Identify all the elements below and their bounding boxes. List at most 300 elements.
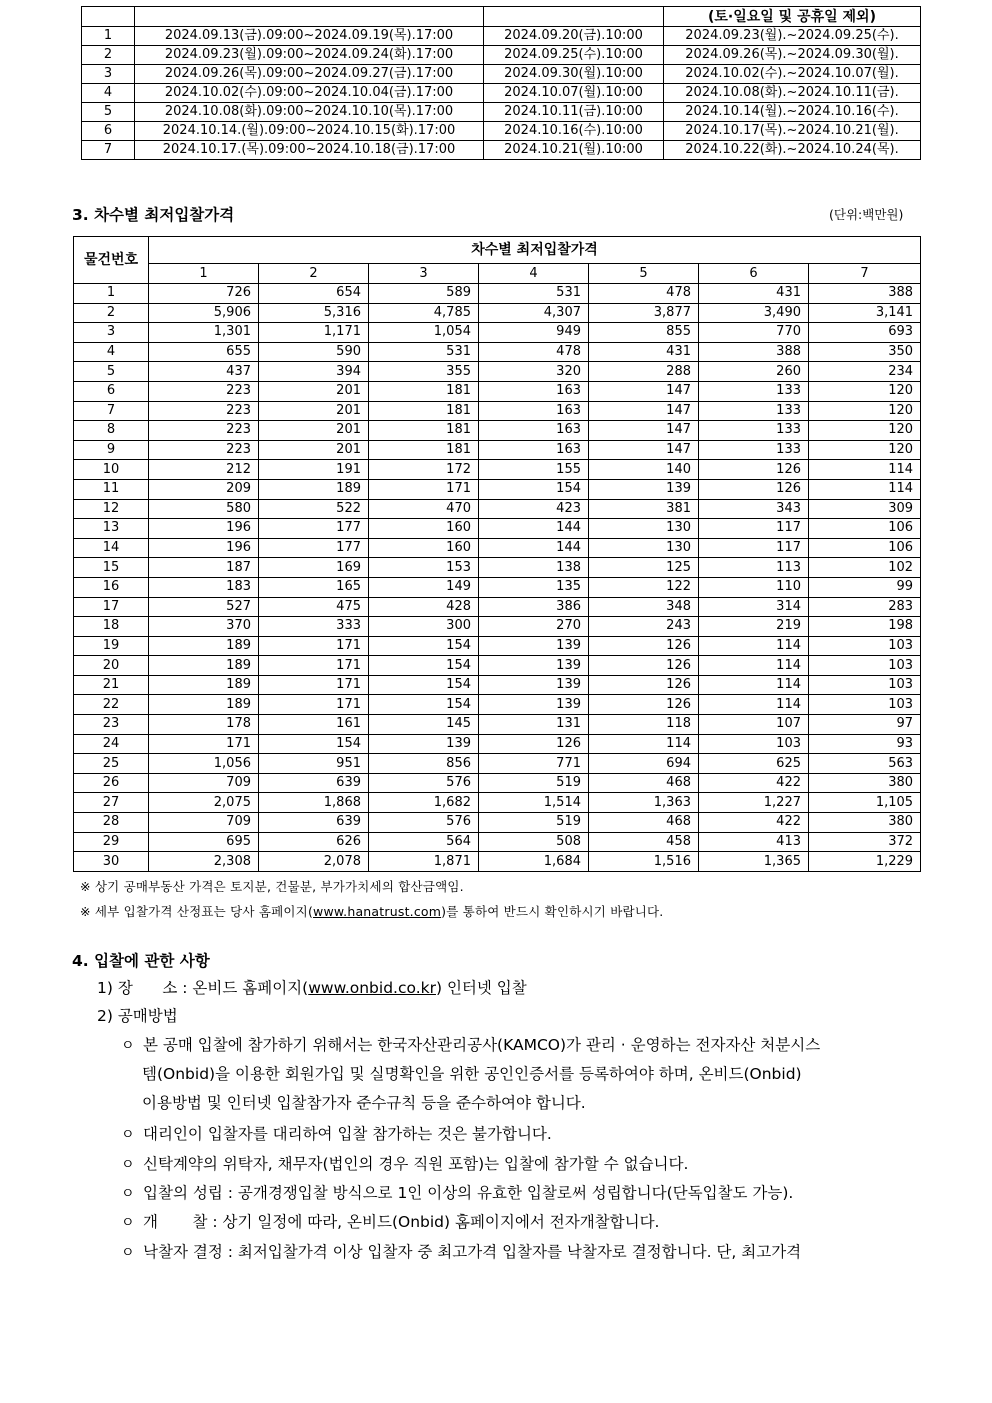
price-cell: 144 [479,519,589,539]
price-cell: 181 [369,440,479,460]
price-cell: 355 [369,362,479,382]
price-cell: 118 [589,715,699,735]
price-row [74,284,921,304]
price-cell: 102 [809,558,921,578]
unit-label: (단위:백만원) [829,207,904,222]
auction-method-text: 템(Onbid)을 이용한 회원가입 및 실명확인을 위한 공인인증서를 등록하여야 하며, 온비드(Onbid) [142,1065,802,1083]
auction-method-text: 낙찰자 결정 : 최저입찰가격 이상 입찰자 중 최고가격 입찰자를 낙찰자로 결정합니다. 단, 최고가격 [143,1243,802,1261]
price-cell: 201 [259,421,369,441]
schedule-round-cell: 2 [82,46,135,65]
round-number-header: 7 [809,264,921,284]
price-cell: 154 [369,636,479,656]
price-row [74,617,921,637]
price-row [74,734,921,754]
price-cell: 458 [589,832,699,852]
price-cell: 2,078 [259,852,369,872]
price-cell: 196 [149,538,259,558]
price-cell: 223 [149,440,259,460]
price-cell: 155 [479,460,589,480]
price-cell: 468 [589,773,699,793]
item-number-cell: 13 [74,519,149,539]
schedule-period-cell: 2024.10.08(화).09:00~2024.10.10(목).17:00 [135,103,484,122]
bidding-place-prefix: 1) 장 소 : 온비드 홈페이지( [97,979,309,997]
bullet-symbol: ㅇ [121,1186,135,1202]
price-row [74,636,921,656]
price-row [74,401,921,421]
price-cell: 165 [259,577,369,597]
price-cell: 320 [479,362,589,382]
price-cell: 154 [479,479,589,499]
item-number-cell: 12 [74,499,149,519]
price-row [74,695,921,715]
price-row [74,381,921,401]
price-cell: 169 [259,558,369,578]
price-cell: 2,075 [149,793,259,813]
price-row [74,440,921,460]
price-cell: 139 [589,479,699,499]
bid-schedule-body [82,7,921,160]
schedule-period-cell: 2024.09.13(금).09:00~2024.09.19(목).17:00 [135,27,484,46]
price-row [74,460,921,480]
price-cell: 160 [369,519,479,539]
price-cell: 1,868 [259,793,369,813]
price-row [74,813,921,833]
schedule-contract-cell: 2024.09.26(목).~2024.09.30(월). [664,46,921,65]
schedule-round-cell: 7 [82,141,135,160]
schedule-row [82,46,921,65]
price-cell: 154 [369,675,479,695]
price-cell: 372 [809,832,921,852]
price-cell: 1,056 [149,754,259,774]
item-number-cell: 7 [74,401,149,421]
price-cell: 125 [589,558,699,578]
price-cell: 431 [699,284,809,304]
price-cell: 288 [589,362,699,382]
price-cell: 154 [369,695,479,715]
price-cell: 106 [809,538,921,558]
schedule-opening-cell: 2024.10.11(금).10:00 [484,103,664,122]
price-cell: 114 [809,479,921,499]
price-cell: 243 [589,617,699,637]
bullet-symbol: ㅇ [121,1127,135,1143]
price-cell: 693 [809,323,921,343]
price-cell: 695 [149,832,259,852]
price-row [74,793,921,813]
price-cell: 771 [479,754,589,774]
item-number-cell: 25 [74,754,149,774]
price-cell: 171 [259,656,369,676]
bullet-symbol: ㅇ [121,1038,135,1054]
schedule-period-cell: 2024.10.14.(월).09:00~2024.10.15(화).17:00 [135,122,484,141]
schedule-header-cell [82,7,135,27]
auction-method-text: 입찰의 성립 : 공개경쟁입찰 방식으로 1인 이상의 유효한 입찰로써 성립합니다(단독입찰도 가능). [143,1184,794,1202]
item-number-cell: 19 [74,636,149,656]
item-number-cell: 11 [74,479,149,499]
price-cell: 147 [589,421,699,441]
price-cell: 172 [369,460,479,480]
item-number-cell: 5 [74,362,149,382]
auction-method-text: 개 찰 : 상기 일정에 따라, 온비드(Onbid) 홈페이지에서 전자개찰합니다. [143,1213,660,1231]
price-cell: 3,490 [699,303,809,323]
price-cell: 309 [809,499,921,519]
item-number-cell: 27 [74,793,149,813]
schedule-contract-cell: 2024.09.23(월).~2024.09.25(수). [664,27,921,46]
price-row [74,577,921,597]
schedule-row [82,103,921,122]
price-cell: 576 [369,813,479,833]
bullet-symbol: ㅇ [121,1245,135,1261]
price-cell: 527 [149,597,259,617]
price-cell: 422 [699,773,809,793]
price-cell: 154 [369,656,479,676]
item-number-cell: 6 [74,381,149,401]
price-cell: 626 [259,832,369,852]
price-cell: 209 [149,479,259,499]
price-cell: 580 [149,499,259,519]
item-number-cell: 3 [74,323,149,343]
price-cell: 126 [589,675,699,695]
price-cell: 1,871 [369,852,479,872]
item-number-cell: 26 [74,773,149,793]
price-cell: 437 [149,362,259,382]
auction-method-heading: 2) 공매방법 [97,1007,178,1025]
price-row [74,303,921,323]
item-number-cell: 20 [74,656,149,676]
schedule-opening-cell: 2024.10.07(월).10:00 [484,84,664,103]
price-cell: 201 [259,440,369,460]
price-cell: 198 [809,617,921,637]
round-number-header: 3 [369,264,479,284]
price-cell: 951 [259,754,369,774]
schedule-contract-cell: 2024.10.02(수).~2024.10.07(월). [664,65,921,84]
schedule-contract-cell: 2024.10.17(목).~2024.10.21(월). [664,122,921,141]
schedule-row [82,84,921,103]
price-row [74,715,921,735]
price-cell: 260 [699,362,809,382]
item-number-cell: 22 [74,695,149,715]
item-number-cell: 21 [74,675,149,695]
price-row [74,538,921,558]
round-price-header: 차수별 최저입찰가격 [149,237,921,264]
price-cell: 189 [259,479,369,499]
schedule-header-cell [484,7,664,27]
price-cell: 478 [479,342,589,362]
schedule-opening-cell: 2024.10.21(월).10:00 [484,141,664,160]
price-cell: 3,877 [589,303,699,323]
price-cell: 370 [149,617,259,637]
price-cell: 130 [589,538,699,558]
price-cell: 154 [259,734,369,754]
price-row [74,479,921,499]
price-cell: 140 [589,460,699,480]
price-cell: 114 [699,695,809,715]
price-cell: 126 [479,734,589,754]
price-cell: 133 [699,421,809,441]
bullet-symbol: ㅇ [121,1157,135,1173]
price-cell: 380 [809,813,921,833]
item-number-cell: 17 [74,597,149,617]
price-cell: 122 [589,577,699,597]
price-row [74,597,921,617]
schedule-round-cell: 6 [82,122,135,141]
price-cell: 770 [699,323,809,343]
auction-method-text: 대리인이 입찰자를 대리하여 입찰 참가하는 것은 불가합니다. [143,1125,552,1143]
price-cell: 1,054 [369,323,479,343]
price-cell: 522 [259,499,369,519]
price-cell: 117 [699,538,809,558]
price-cell: 270 [479,617,589,637]
price-cell: 563 [809,754,921,774]
price-cell: 726 [149,284,259,304]
schedule-period-cell: 2024.09.23(월).09:00~2024.09.24(화).17:00 [135,46,484,65]
price-cell: 163 [479,401,589,421]
section-3-title: 3. 차수별 최저입찰가격 [72,206,235,224]
price-cell: 1,365 [699,852,809,872]
schedule-opening-cell: 2024.09.20(금).10:00 [484,27,664,46]
price-row [74,323,921,343]
price-cell: 126 [699,479,809,499]
price-cell: 576 [369,773,479,793]
price-cell: 133 [699,440,809,460]
price-cell: 189 [149,695,259,715]
price-cell: 171 [259,675,369,695]
price-row [74,362,921,382]
price-cell: 147 [589,401,699,421]
price-cell: 120 [809,440,921,460]
schedule-period-cell: 2024.10.17.(목).09:00~2024.10.18(금).17:00 [135,141,484,160]
price-table-body [74,284,921,872]
price-cell: 413 [699,832,809,852]
price-cell: 183 [149,577,259,597]
price-cell: 709 [149,813,259,833]
item-number-cell: 30 [74,852,149,872]
schedule-row [82,141,921,160]
price-row [74,558,921,578]
round-number-header: 4 [479,264,589,284]
price-cell: 333 [259,617,369,637]
price-cell: 189 [149,656,259,676]
item-number-cell: 1 [74,284,149,304]
price-cell: 3,141 [809,303,921,323]
price-cell: 133 [699,401,809,421]
price-cell: 114 [699,636,809,656]
price-row [74,342,921,362]
price-row [74,754,921,774]
price-cell: 103 [809,695,921,715]
item-number-cell: 16 [74,577,149,597]
item-number-cell: 28 [74,813,149,833]
price-cell: 283 [809,597,921,617]
price-cell: 234 [809,362,921,382]
price-cell: 149 [369,577,479,597]
price-header-row [74,237,921,264]
price-cell: 654 [259,284,369,304]
price-cell: 103 [809,675,921,695]
price-cell: 171 [259,695,369,715]
price-cell: 171 [149,734,259,754]
price-cell: 177 [259,538,369,558]
price-cell: 139 [369,734,479,754]
price-cell: 130 [589,519,699,539]
round-number-header: 2 [259,264,369,284]
price-cell: 388 [699,342,809,362]
price-cell: 428 [369,597,479,617]
price-cell: 1,301 [149,323,259,343]
price-cell: 468 [589,813,699,833]
price-cell: 709 [149,773,259,793]
price-row [74,421,921,441]
price-cell: 139 [479,636,589,656]
price-cell: 131 [479,715,589,735]
price-row [74,773,921,793]
price-cell: 564 [369,832,479,852]
price-cell: 196 [149,519,259,539]
price-cell: 380 [809,773,921,793]
item-number-cell: 10 [74,460,149,480]
price-cell: 348 [589,597,699,617]
price-cell: 147 [589,440,699,460]
price-cell: 191 [259,460,369,480]
item-number-cell: 8 [74,421,149,441]
price-cell: 223 [149,421,259,441]
price-cell: 531 [479,284,589,304]
price-cell: 117 [699,519,809,539]
item-number-cell: 4 [74,342,149,362]
price-cell: 1,227 [699,793,809,813]
price-cell: 343 [699,499,809,519]
schedule-header-row [82,7,921,27]
price-cell: 431 [589,342,699,362]
price-row [74,832,921,852]
auction-method-text: 이용방법 및 인터넷 입찰참가자 준수규칙 등을 준수하여야 합니다. [142,1094,586,1112]
price-cell: 949 [479,323,589,343]
item-number-cell: 14 [74,538,149,558]
price-cell: 639 [259,813,369,833]
price-cell: 519 [479,773,589,793]
price-cell: 103 [699,734,809,754]
schedule-contract-cell: 2024.10.08(화).~2024.10.11(금). [664,84,921,103]
price-note-1: ※ 상기 공매부동산 가격은 토지분, 건물분, 부가가치세의 합산금액임. [80,879,464,894]
note-2-suffix: )를 통하여 반드시 확인하시기 바랍니다. [441,904,664,919]
schedule-row [82,122,921,141]
price-cell: 177 [259,519,369,539]
item-number-cell: 18 [74,617,149,637]
price-cell: 107 [699,715,809,735]
price-cell: 223 [149,381,259,401]
auction-method-text: 본 공매 입찰에 참가하기 위해서는 한국자산관리공사(KAMCO)가 관리 · 운영하는 전자자산 처분시스 [143,1036,821,1054]
price-cell: 171 [369,479,479,499]
price-cell: 133 [699,381,809,401]
price-cell: 139 [479,675,589,695]
price-cell: 163 [479,440,589,460]
item-number-cell: 2 [74,303,149,323]
price-cell: 126 [589,695,699,715]
price-cell: 1,171 [259,323,369,343]
round-number-header: 5 [589,264,699,284]
price-cell: 5,906 [149,303,259,323]
price-cell: 1,516 [589,852,699,872]
item-number-cell: 9 [74,440,149,460]
price-cell: 93 [809,734,921,754]
item-number-header: 물건번호 [74,237,149,284]
schedule-contract-cell: 2024.10.14(월).~2024.10.16(수). [664,103,921,122]
item-number-cell: 29 [74,832,149,852]
price-cell: 5,316 [259,303,369,323]
price-cell: 103 [809,636,921,656]
price-cell: 478 [589,284,699,304]
price-cell: 126 [699,460,809,480]
price-cell: 163 [479,381,589,401]
bid-schedule-table [81,6,921,160]
price-cell: 147 [589,381,699,401]
price-cell: 470 [369,499,479,519]
schedule-period-cell: 2024.09.26(목).09:00~2024.09.27(금).17:00 [135,65,484,84]
price-cell: 99 [809,577,921,597]
price-cell: 212 [149,460,259,480]
schedule-round-cell: 3 [82,65,135,84]
schedule-row [82,27,921,46]
schedule-holiday-note: (토·일요일 및 공휴일 제외) [664,7,921,27]
price-cell: 1,682 [369,793,479,813]
price-cell: 855 [589,323,699,343]
price-row [74,675,921,695]
price-cell: 386 [479,597,589,617]
price-cell: 181 [369,421,479,441]
price-cell: 97 [809,715,921,735]
price-cell: 106 [809,519,921,539]
price-cell: 114 [809,460,921,480]
price-cell: 381 [589,499,699,519]
price-row [74,852,921,872]
price-cell: 138 [479,558,589,578]
hanatrust-link[interactable]: www.hanatrust.com [313,904,442,919]
price-cell: 144 [479,538,589,558]
price-cell: 163 [479,421,589,441]
minimum-bid-price-table [73,236,921,872]
price-cell: 422 [699,813,809,833]
item-number-cell: 23 [74,715,149,735]
schedule-round-cell: 5 [82,103,135,122]
price-cell: 519 [479,813,589,833]
bullet-symbol: ㅇ [121,1215,135,1231]
price-cell: 160 [369,538,479,558]
price-cell: 223 [149,401,259,421]
price-cell: 423 [479,499,589,519]
price-note-2 [80,902,664,920]
price-cell: 139 [479,695,589,715]
price-cell: 114 [589,734,699,754]
price-cell: 4,307 [479,303,589,323]
price-cell: 135 [479,577,589,597]
schedule-round-cell: 4 [82,84,135,103]
price-cell: 181 [369,381,479,401]
price-cell: 145 [369,715,479,735]
price-cell: 189 [149,636,259,656]
price-cell: 1,363 [589,793,699,813]
onbid-link[interactable]: www.onbid.co.kr [308,979,436,997]
price-cell: 1,514 [479,793,589,813]
price-row [74,656,921,676]
price-cell: 639 [259,773,369,793]
price-cell: 189 [149,675,259,695]
round-number-header: 1 [149,264,259,284]
price-row [74,499,921,519]
price-cell: 113 [699,558,809,578]
price-cell: 508 [479,832,589,852]
price-cell: 625 [699,754,809,774]
price-cell: 589 [369,284,479,304]
price-cell: 120 [809,421,921,441]
